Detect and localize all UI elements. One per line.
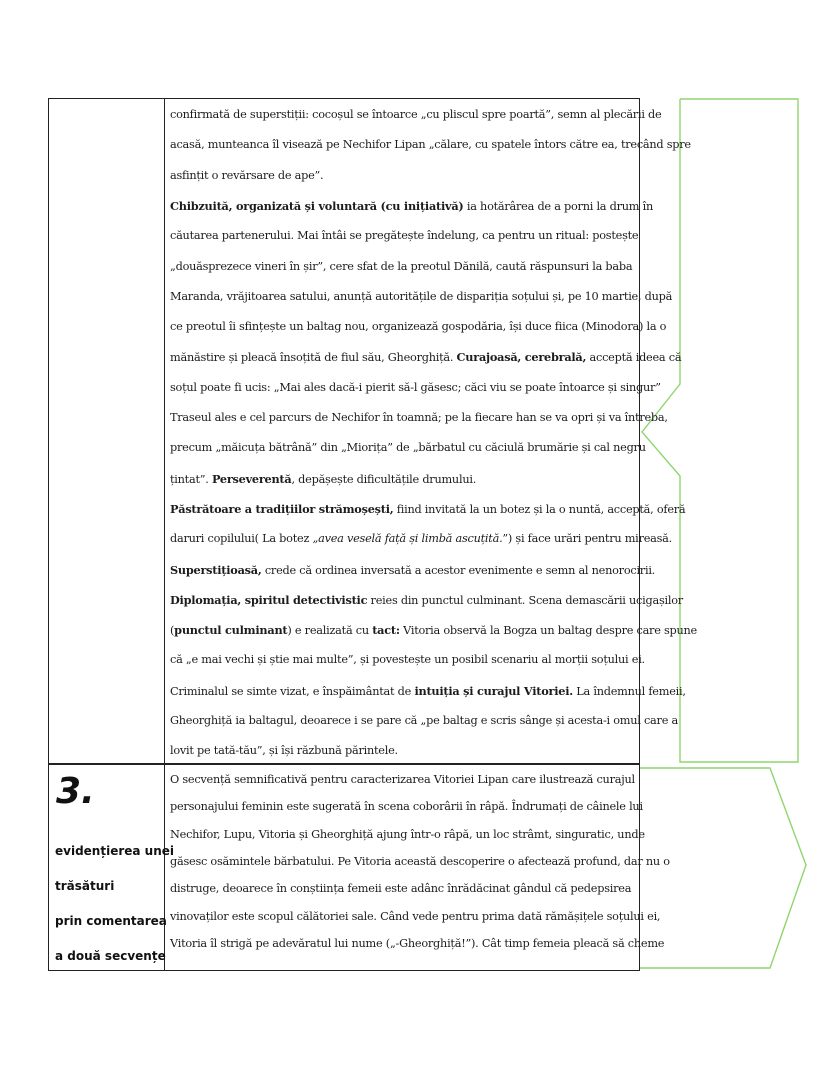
text-run: Superstițioasă, [170,562,262,577]
table-top-border [48,98,640,99]
text-run: lovit pe tată-tău”, și își răzbună părintele. [170,744,398,758]
text-line [170,532,672,546]
text-run: Maranda, vrăjitoarea satului, anunță autoritățile de dispariția soțului și, pe 10 martie, după [170,289,673,303]
text-run: Păstrătoare a tradițiilor strămoșești, [170,501,394,516]
text-line [170,411,668,425]
text-line [170,472,634,487]
annotation-callout-top [630,94,810,766]
text-line [170,289,673,304]
text-line [170,714,678,728]
row-divider [48,763,640,765]
caption-line-3: prin comentarea [55,914,167,928]
text-run: personajului feminin este sugerată în scena coborârii în râpă. Îndrumați de câinele lui [170,800,643,814]
text-line [170,653,645,667]
text-run: punctul culminant [174,623,288,638]
text-run: „avea veselă față și limbă ascuțită. [312,532,503,546]
text-run: acasă, munteanca îl visează pe Nechifor Lipan „călare, cu spatele întors către ea, trecând spre [170,138,691,152]
text-line [170,229,639,243]
text-run: ia hotărârea de a porni la drum în [463,199,653,213]
text-run: țintat”. [170,472,212,486]
text-run: ) e realizată cu [287,624,373,638]
text-run: căutarea partenerului. Mai întâi se pregătește îndelung, ca pentru un ritual: postește [170,229,639,243]
text-run: soțul poate fi ucis: „Mai ales dacă-i pierit să-l găsesc; căci viu se poate întoarce și singur” [170,380,661,394]
text-run: ce preotul îi sfințește un baltag nou, organizează gospodăria, își duce fiica (Minodora) la o [170,320,667,334]
text-line [170,380,661,395]
text-run: tact: [372,623,400,638]
text-line [170,773,634,787]
text-run: găsesc osămintele bărbatului. Pe Vitoria această descoperire o afectează profund, dar nu o [170,854,670,868]
text-run: Gheorghiță ia baltagul, deoarece i se pare că „pe baltag e scris sânge și acesta-i omul care a [170,714,678,727]
text-line [170,320,667,334]
text-run: „douăsprezece vineri în șir”, cere sfat de la preotul Dănilă, caută răspunsuri la baba [170,259,633,273]
text-run: crede că ordinea inversată a acestor evenimente e semn al nenorocirii. [261,563,656,577]
text-run: La îndemnul femeii, [572,684,686,698]
text-run: vinovaților este scopul călătoriei sale. Când vede pentru prima dată rămășițele soțului ei, [170,909,661,923]
text-line [170,350,682,365]
text-run: Traseul ales e cel parcurs de Nechifor în toamnă; pe la fiecare han se va opri și va întreba, [170,411,668,424]
table-column-divider [164,98,165,971]
caption-line-2: trăsături [55,879,115,893]
text-line [170,683,686,699]
text-run: Vitoria observă la Bogza un baltag despre care spune [399,624,697,638]
section-number: 3. [56,771,95,812]
text-run: , depășește dificultățile drumului. [291,472,477,486]
text-line [170,744,634,758]
text-line [170,198,653,214]
text-run: asfințit o revărsare de ape”. [170,168,324,182]
text-run: reies din punctul culminant. Scena demascării ucigașilor [367,593,683,607]
caption-line-4: a două secvențe [55,949,166,963]
text-line [170,501,686,517]
text-run: ”) și face urări pentru mireasă. [502,532,672,546]
text-line [170,108,662,122]
text-run: Curajoasă, cerebrală, [456,350,587,365]
text-line [170,882,634,896]
text-run: mănăstire și pleacă însoțită de fiul său, Gheorghiță. [170,351,457,365]
text-run: Vitoria îl strigă pe adevăratul lui nume („-Gheorghiță!”). Cât timp femeia pleacă să cheme [170,936,665,950]
text-run: Perseverentă [211,471,292,486]
text-line [170,623,697,638]
text-run: intuiția și curajul Vitoriei. [414,683,573,698]
text-run: confirmată de superstiții: cocoșul se întoarce „cu pliscul spre poartă”, semn al plecării de [170,108,662,121]
text-run: ( [170,624,175,638]
text-run: Chibzuită, organizată și voluntară (cu inițiativă) [170,198,464,213]
text-line [170,169,634,183]
table-left-border [48,98,49,971]
text-line [170,562,656,578]
text-line [170,936,665,951]
text-run: daruri copilului( La botez [170,532,313,546]
text-line [170,854,670,869]
caption-line-1: evidențierea unei [55,844,175,858]
text-line [170,592,683,608]
text-line [170,441,646,455]
text-run: fiind invitată la un botez și la o nuntă, acceptă, oferă [393,502,686,516]
text-run: acceptă ideea că [586,351,682,365]
text-line [170,800,643,814]
text-line [170,827,645,842]
text-run: Nechifor, Lupu, Vitoria și Gheorghiță ajung într-o râpă, un loc strâmt, singuratic, unde [170,827,645,841]
text-run: precum „măicuța bătrână” din „Miorița” de „bărbatul cu căciulă brumărie și cal negru [170,441,646,455]
text-run: O secvență semnificativă pentru caracterizarea Vitoriei Lipan care ilustrează curajul [170,773,635,786]
text-run: că „e mai vechi și știe mai multe”, și povestește un posibil scenariu al morții soțului ei. [170,653,645,667]
text-run: Diplomația, spiritul detectivistic [170,592,368,607]
text-run: distruge, deoarece în conștiința femeii este adânc înrădăcinat gândul că pedepsirea [170,882,632,896]
text-line [170,260,634,274]
text-line [170,138,691,152]
table-bottom-border [48,970,640,971]
text-run: Criminalul se simte vizat, e înspăimântat de [170,684,415,698]
text-line [170,909,661,924]
